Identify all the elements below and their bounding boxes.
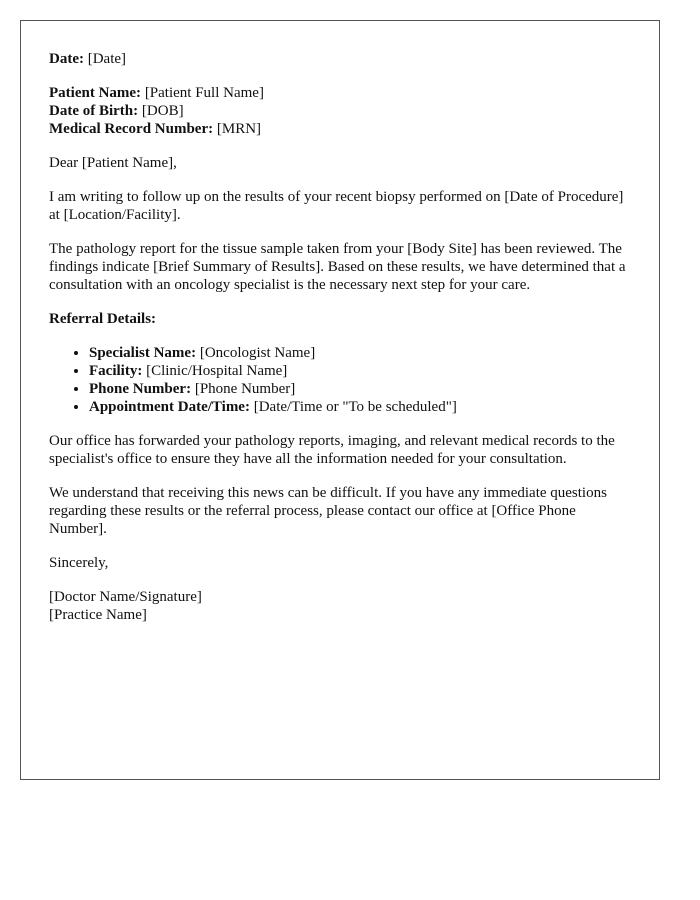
list-item-specialist <box>89 344 631 362</box>
list-item-phone <box>89 380 631 398</box>
dob-value: [DOB] <box>138 103 184 119</box>
specialist-label: Specialist Name: <box>89 345 197 361</box>
phone-value: [Phone Number] <box>191 381 296 397</box>
facility-label: Facility: <box>89 363 143 379</box>
dob-line <box>49 102 631 120</box>
signature-line: [Doctor Name/Signature] <box>49 589 202 605</box>
salutation: Dear [Patient Name], <box>49 155 177 171</box>
intro-paragraph: I am writing to follow up on the results of your recent biopsy performed on [Date of Procedure] at [Location/Facility]. <box>49 189 624 223</box>
mrn-label: Medical Record Number: <box>49 121 214 137</box>
letter-page <box>20 20 660 780</box>
support-paragraph: We understand that receiving this news can be difficult. If you have any immediate questions regarding these results or the referral process, please contact our office at [Office Phone Number]. <box>49 485 607 537</box>
date-label: Date: <box>49 51 84 67</box>
patient-info <box>49 84 631 138</box>
appointment-value: [Date/Time or "To be scheduled"] <box>249 399 457 415</box>
dob-label: Date of Birth: <box>49 103 139 119</box>
facility-value: [Clinic/Hospital Name] <box>142 363 288 379</box>
mrn-value: [MRN] <box>213 121 262 137</box>
phone-label: Phone Number: <box>89 381 192 397</box>
list-item-appointment <box>89 398 631 416</box>
patient-name-line <box>49 84 631 102</box>
referral-list <box>49 344 631 416</box>
findings-paragraph: The pathology report for the tissue sample taken from your [Body Site] has been reviewed. The findings indicate [Brief Summary of Results]. Based on these results, we have determined that a consultation with an oncology specialist is the necessary next step for your care. <box>49 241 626 293</box>
date-line <box>49 50 631 68</box>
date-value: [Date] <box>83 51 127 67</box>
list-item-facility <box>89 362 631 380</box>
mrn-line <box>49 120 631 138</box>
referral-heading-text: Referral Details: <box>49 311 157 327</box>
forwarded-paragraph: Our office has forwarded your pathology reports, imaging, and relevant medical records to the specialist's office to ensure they have all the information needed for your consultation. <box>49 433 615 467</box>
signature-block <box>49 588 631 624</box>
closing: Sincerely, <box>49 555 109 571</box>
appointment-label: Appointment Date/Time: <box>89 399 250 415</box>
patient-name-value: [Patient Full Name] <box>141 85 264 101</box>
referral-heading <box>49 310 631 328</box>
practice-name: [Practice Name] <box>49 607 147 623</box>
specialist-value: [Oncologist Name] <box>196 345 316 361</box>
patient-name-label: Patient Name: <box>49 85 142 101</box>
